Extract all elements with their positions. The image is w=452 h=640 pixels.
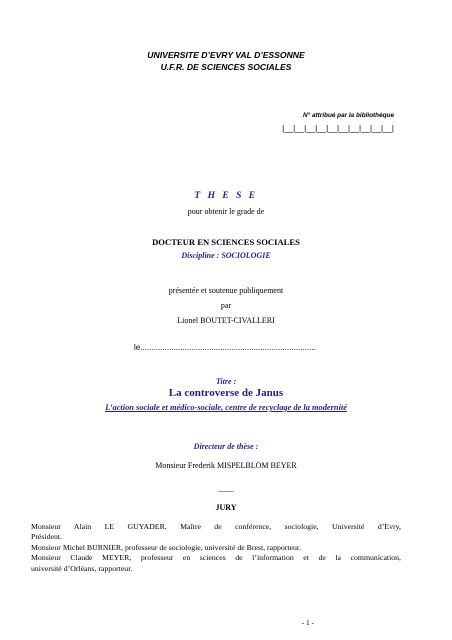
university-name: UNIVERSITE D’EVRY VAL D’ESSONNE [147,50,305,60]
separator: ____ [218,484,234,493]
jury-members [31,522,401,574]
library-number-label: N° attribué par la bibliothèque [303,112,394,119]
title-label: Titre : [215,377,237,386]
degree-name: DOCTEUR EN SCIENCES SOCIALES [152,237,300,247]
thesis-subtitle: L’action sociale et médico-sociale, centre de recyclage de la modernité [105,403,347,412]
author-name: Lionel BOUTET-CIVALLERI [177,316,275,325]
by-text: par [220,301,232,310]
jury-member-line: Monsieur Claude MEYER, professeur en sciences de l’information et de la communication, [31,553,401,563]
library-number-boxes: |__|__|__|__|__|__|__|__|__|__| [282,124,394,133]
university-header [0,49,452,73]
thesis-title: La controverse de Janus [168,387,284,399]
page-number: - 1 - [301,618,314,627]
thesis-purpose: pour obtenir le grade de [187,207,265,216]
director-name: Monsieur Frederik MISPELBLOM BEYER [155,461,297,470]
presented-text: présentée et soutenue publiquement [168,286,284,295]
director-label: Directeur de thèse : [193,442,259,451]
jury-heading: JURY [215,503,237,512]
thesis-heading: T H E S E [194,191,258,201]
jury-member-line: Monsieur Michel BURNIER, professeur de sociologie, université de Brest, rapporteur. [31,542,302,552]
ufr-name: U.F.R. DE SCIENCES SOCIALES [160,62,292,72]
jury-member-line: université d’Orléans, rapporteur. [31,563,133,573]
discipline: Discipline : SOCIOLOGIE [181,251,271,260]
jury-member-line: Président. [31,532,62,542]
defense-date-line: le............................................................................... [134,343,316,352]
jury-member-line: Monsieur Alain LE GUYADER, Maître de conférence, sociologie, Université d’Evry, [31,522,401,531]
